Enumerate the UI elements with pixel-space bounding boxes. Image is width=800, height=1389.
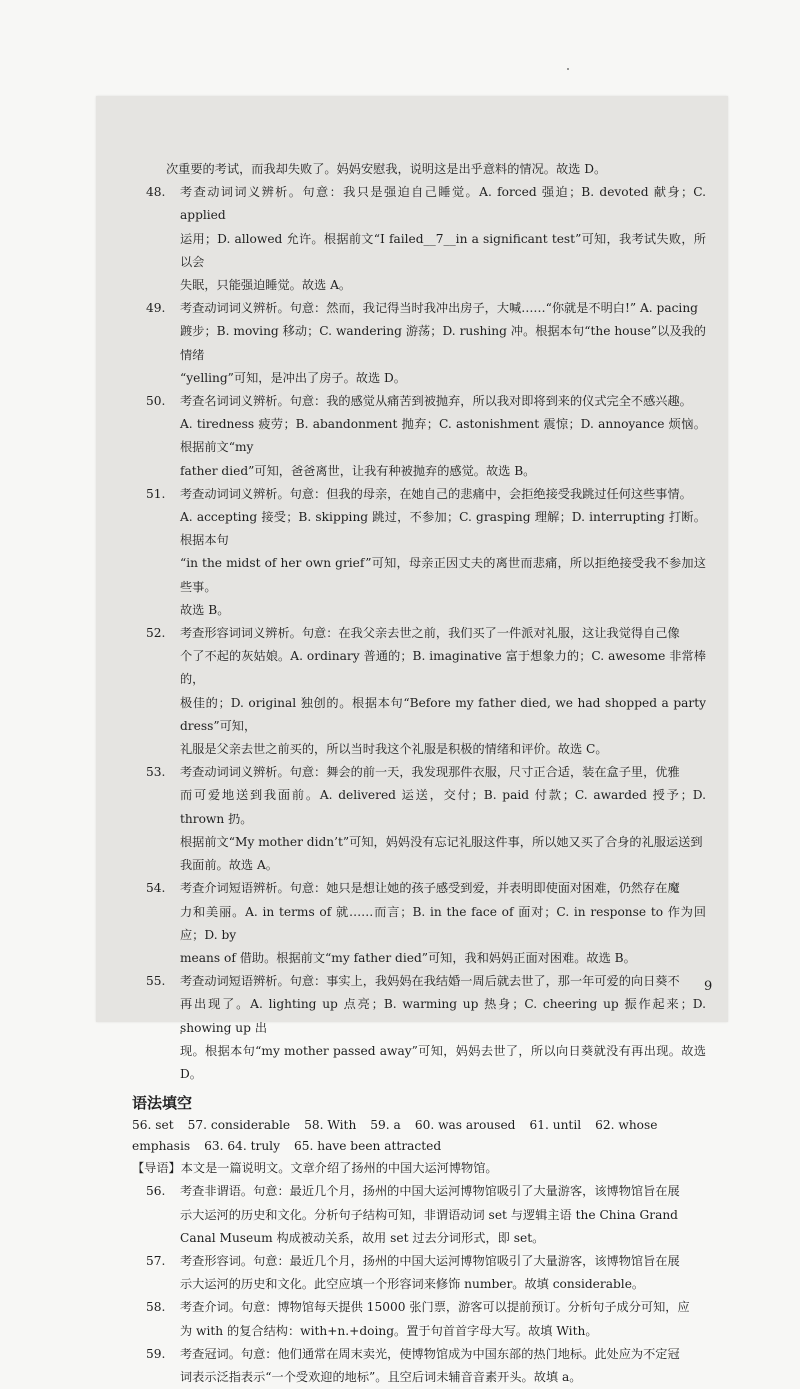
explanation-item	[146, 970, 706, 1086]
grammar-explanations	[146, 1180, 706, 1389]
item-text-line: 示大运河的历史和文化。分析句子结构可知，非谓语动词 set 与逻辑主语 the China Grand	[180, 1207, 678, 1222]
item-number: 56.	[146, 1184, 166, 1199]
item-number: 54.	[146, 881, 166, 896]
item-number: 50.	[146, 394, 166, 409]
explanation-item	[146, 483, 706, 622]
item-text-line: 考查形容词。句意：最近几个月，扬州的中国大运河博物馆吸引了大量游客，该博物馆旨在展	[180, 1253, 680, 1268]
explanation-item	[146, 1343, 706, 1389]
item-number: 52.	[146, 626, 166, 641]
item-text-line: Canal Museum 构成被动关系，故用 set 过去分词形式，即 set。	[180, 1230, 545, 1245]
item-text-line: 故选 B。	[180, 602, 230, 617]
explanation-item	[146, 390, 706, 483]
item-text-line: 极佳的；D. original 独创的。根据本句“Before my father died, we had shopped a party dress”可知，	[180, 695, 706, 733]
answer-row	[132, 1115, 706, 1136]
answer-entry: 57. considerable	[187, 1118, 291, 1133]
item-number: 57.	[146, 1253, 166, 1268]
answer-entry: 58. With	[304, 1118, 357, 1133]
item-text-line: 而可爱地送到我面前。A. delivered 运送，交付；B. paid 付款；C. awarded 授予；D. thrown 扔。	[180, 788, 706, 826]
answer-entry: 59. a	[370, 1118, 401, 1133]
item-number: 51.	[146, 486, 166, 501]
explanation-item	[146, 1296, 706, 1342]
scan-speck	[567, 68, 569, 70]
explanation-item	[146, 1180, 706, 1250]
explanation-item	[146, 877, 706, 970]
answer-entry: 61. until	[529, 1118, 582, 1133]
item-text-line: 个了不起的灰姑娘。A. ordinary 普通的；B. imaginative 富于想象力的；C. awesome 非常棒的，	[180, 649, 706, 687]
item-number: 48.	[146, 185, 166, 200]
answer-entry: 63. 64. truly	[204, 1139, 280, 1154]
explanation-item	[146, 297, 706, 390]
item-text-line: means of 借助。根据前文“my father died”可知，我和妈妈正面对困难。故选 B。	[180, 950, 636, 965]
item-text-line: 力和美丽。A. in terms of 就……而言；B. in the face of 面对；C. in response to 作为回应；D. by	[180, 904, 706, 942]
item-text-line: 考查介词。句意：博物馆每天提供 15000 张门票，游客可以提前预订。分析句子成分可知，应	[180, 1300, 690, 1315]
answer-entry: emphasis	[132, 1139, 191, 1154]
item-text-line: father died”可知，爸爸离世，让我有种被抛弃的感觉。故选 B。	[180, 463, 536, 478]
item-text-line: 考查动词词义辨析。句意：舞会的前一天，我发现那件衣服，尺寸正合适，装在盒子里，优雅	[180, 765, 680, 780]
section-title: 语法填空	[132, 1094, 193, 1113]
grammar-answer-key	[132, 1115, 706, 1157]
item-text-line: 运用；D. allowed 允许。根据前文“I failed__7__in a significant test”可知，我考试失败，所以会	[180, 231, 706, 269]
item-text-line: 考查动词词义辨析。句意：但我的母亲，在她自己的悲痛中，会拒绝接受我跳过任何这些事情。	[180, 486, 692, 501]
answer-entry: 62. whose	[595, 1118, 658, 1133]
explanation-item	[146, 1250, 706, 1296]
item-text-line: 考查动词词义辨析。句意：我只是强迫自己睡觉。A. forced 强迫；B. devoted 献身；C. applied	[180, 185, 706, 223]
item-number: 58.	[146, 1300, 166, 1315]
item-text-line: 考查动词词义辨析。句意：然而，我记得当时我冲出房子，大喊……“你就是不明白!” A. pacing	[180, 301, 698, 316]
item-text-line: 踱步；B. moving 移动；C. wandering 游荡；D. rushing 冲。根据本句“the house”以及我的情绪	[180, 324, 706, 362]
item-text-line: A. accepting 接受；B. skipping 跳过，不参加；C. grasping 理解；D. interrupting 打断。根据本句	[180, 510, 706, 548]
item-number: 49.	[146, 301, 166, 316]
item-number: 55.	[146, 974, 166, 989]
explanation-item	[146, 181, 706, 297]
answer-row	[132, 1136, 706, 1157]
item-text-line: “in the midst of her own grief”可知，母亲正因丈夫的离世而悲痛，所以拒绝接受我不参加这些事。	[180, 556, 706, 594]
item-text-line: 根据前文“My mother didn’t”可知，妈妈没有忘记礼服这件事，所以她又买了合身的礼服运送到	[180, 834, 703, 849]
guide-text: 【导语】本文是一篇说明文。文章介绍了扬州的中国大运河博物馆。	[132, 1161, 498, 1176]
item-text-line: 考查形容词词义辨析。句意：在我父亲去世之前，我们买了一件派对礼服，这让我觉得自己像	[180, 626, 680, 641]
item-text-line: 现。根据本句“my mother passed away”可知，妈妈去世了，所以向日葵就没有再出现。故选 D。	[180, 1043, 706, 1081]
item-text-line: 词表示泛指表示“一个受欢迎的地标”。且空后词未辅音音素开头。故填 a。	[180, 1369, 582, 1384]
answer-entry: 56. set	[132, 1118, 174, 1133]
item-text-line: 礼服是父亲去世之前买的，所以当时我这个礼服是积极的情绪和评价。故选 C。	[180, 742, 608, 757]
explanation-item	[146, 761, 706, 877]
item-text-line: 考查非谓语。句意：最近几个月，扬州的中国大运河博物馆吸引了大量游客，该博物馆旨在展	[180, 1184, 680, 1199]
answer-entry: 60. was aroused	[414, 1118, 516, 1133]
item-text-line: 我面前。故选 A。	[180, 858, 278, 873]
item-text-line: 考查介词短语辨析。句意：她只是想让她的孩子感受到爱，并表明即使面对困难，仍然存在魔	[180, 881, 680, 896]
item-text-line: 再出现了。A. lighting up 点亮；B. warming up 热身；C. cheering up 振作起来；D. showing up 出	[180, 997, 706, 1035]
item-text-line: A. tiredness 疲劳；B. abandonment 抛弃；C. astonishment 震惊；D. annoyance 烦恼。根据前文“my	[180, 417, 706, 455]
explanation-item	[146, 622, 706, 761]
item-text-line: 考查冠词。句意：他们通常在周末卖光，使博物馆成为中国东部的热门地标。此处应为不定冠	[180, 1346, 680, 1361]
item-number: 53.	[146, 765, 166, 780]
item-text-line: 为 with 的复合结构：with+n.+doing。置于句首首字母大写。故填 With。	[180, 1323, 598, 1338]
page-number: 9	[704, 979, 713, 994]
lead-line: 次重要的考试，而我却失败了。妈妈安慰我，说明这是出乎意料的情况。故选 D。	[166, 162, 607, 176]
item-text-line: “yelling”可知，是冲出了房子。故选 D。	[180, 370, 406, 385]
item-text-line: 考查动词短语辨析。句意：事实上，我妈妈在我结婚一周后就去世了，那一年可爱的向日葵不	[180, 974, 680, 989]
item-text-line: 失眠，只能强迫睡觉。故选 A。	[180, 278, 352, 293]
answer-explanations	[132, 158, 706, 1389]
answer-entry: 65. have been attracted	[293, 1139, 442, 1154]
item-text-line: 考查名词词义辨析。句意：我的感觉从痛苦到被抛弃，所以我对即将到来的仪式完全不感兴趣。	[180, 394, 692, 409]
item-number: 59.	[146, 1346, 166, 1361]
vocab-explanations	[146, 181, 706, 1086]
item-text-line: 示大运河的历史和文化。此空应填一个形容词来修饰 number。故填 considerable。	[180, 1277, 645, 1292]
